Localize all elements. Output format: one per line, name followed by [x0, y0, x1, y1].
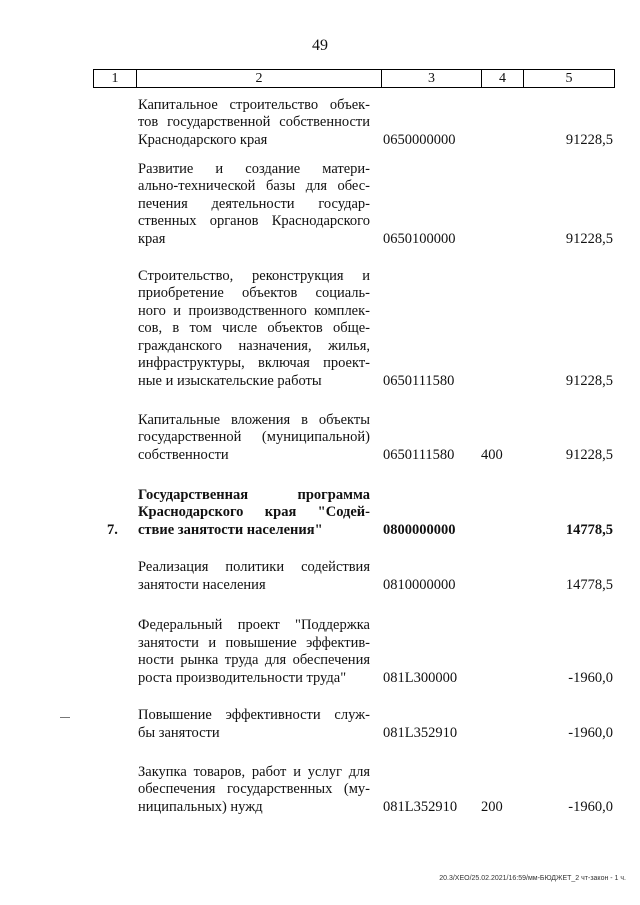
row-code: 081L300000	[383, 669, 458, 686]
row-name-line: роста производительности труда"	[138, 669, 347, 686]
row-name-line: гражданского назначения, жилья,	[138, 337, 370, 354]
header-col-5: 5	[565, 71, 573, 86]
table-row	[0, 412, 640, 465]
row-name-line: приобретение объектов социаль-	[138, 285, 370, 301]
table-row	[0, 617, 640, 687]
row-expense-type: 200	[481, 798, 503, 815]
row-number: 7.	[107, 521, 118, 538]
row-name-line: Государственная программа	[138, 486, 370, 503]
row-name	[138, 412, 370, 465]
row-code: 0650111580	[383, 446, 455, 463]
row-name-line: Закупка товаров, работ и услуг для	[138, 763, 370, 780]
row-code: 0650100000	[383, 230, 456, 247]
row-amount: 14778,5	[565, 521, 613, 538]
row-name-line: ные и изыскательские работы	[138, 372, 322, 389]
row-name-line: бы занятости	[138, 724, 220, 741]
row-name-line: собственности	[138, 446, 229, 463]
document-footer: 20.3/XEO/25.02.2021/16:59/мм-БЮДЖЕТ_2 чт-закон - 1 ч.	[439, 875, 626, 882]
row-name	[138, 559, 370, 594]
margin-mark	[60, 717, 70, 718]
header-col-4: 4	[482, 70, 524, 87]
table-header	[93, 69, 615, 88]
row-name-line: Строительство, реконструкция и	[138, 267, 370, 284]
row-name-line: сов, в том числе объектов обще-	[138, 320, 370, 336]
row-code: 081L352910	[383, 798, 458, 815]
page-number: 49	[312, 37, 328, 54]
table-row	[0, 707, 640, 742]
row-name-line: края	[138, 230, 166, 247]
row-name	[138, 764, 370, 817]
table-row	[0, 487, 640, 540]
row-name-line: Развитие и создание матери-	[138, 160, 370, 177]
row-name-line: ствие занятости населения"	[138, 521, 323, 538]
row-name-line: занятости и повышение эффектив-	[138, 634, 370, 651]
row-code: 081L352910	[383, 724, 458, 741]
row-amount: -1960,0	[568, 724, 613, 741]
row-amount: 91228,5	[565, 131, 613, 148]
row-name-line: ности рынка труда для обеспечения	[138, 652, 370, 668]
row-name	[138, 161, 370, 249]
row-name-line: занятости населения	[138, 576, 266, 593]
row-name-line: инфраструктуры, включая проект-	[138, 355, 370, 371]
header-col-3: 3	[382, 70, 482, 87]
row-name-line: тов государственной собственности	[138, 114, 370, 130]
row-name-line: Капитальные вложения в объекты	[138, 411, 370, 428]
row-name-line: Реализация политики содействия	[138, 559, 370, 575]
row-name	[138, 268, 370, 391]
row-amount: -1960,0	[568, 669, 613, 686]
row-name-line: государственной (муниципальной)	[138, 429, 370, 445]
row-name	[138, 97, 370, 150]
row-name	[138, 487, 370, 540]
row-name-line: Краснодарского края	[138, 131, 268, 148]
row-name-line: ственных органов Краснодарского	[138, 213, 370, 229]
table-row	[0, 97, 640, 150]
header-col-1: 1	[94, 70, 137, 87]
row-name-line: Федеральный проект "Поддержка	[138, 617, 370, 633]
row-name	[138, 617, 370, 687]
row-name-line: Капитальное строительство объек-	[138, 96, 370, 113]
row-name-line: печения деятельности государ-	[138, 195, 370, 212]
row-code: 0650000000	[383, 131, 456, 148]
row-name-line: обеспечения государственных (му-	[138, 781, 370, 797]
row-code: 0650111580	[383, 372, 455, 389]
table-row	[0, 764, 640, 817]
table-row	[0, 161, 640, 249]
row-name-line: Повышение эффективности служ-	[138, 707, 370, 723]
row-name-line: Краснодарского края "Содей-	[138, 504, 370, 520]
header-col-2: 2	[137, 70, 382, 87]
row-name	[138, 707, 370, 742]
table-row	[0, 559, 640, 594]
row-name-line: ниципальных) нужд	[138, 798, 263, 815]
row-amount: 91228,5	[565, 446, 613, 463]
row-expense-type: 400	[481, 446, 503, 463]
row-amount: -1960,0	[568, 798, 613, 815]
row-amount: 91228,5	[565, 372, 613, 389]
row-name-line: ально-технической базы для обес-	[138, 178, 370, 194]
row-amount: 14778,5	[565, 576, 613, 593]
row-code: 0810000000	[383, 576, 456, 593]
row-code: 0800000000	[383, 521, 456, 538]
table-row	[0, 268, 640, 391]
row-amount: 91228,5	[565, 230, 613, 247]
row-name-line: ного и производственного комплек-	[138, 302, 370, 319]
